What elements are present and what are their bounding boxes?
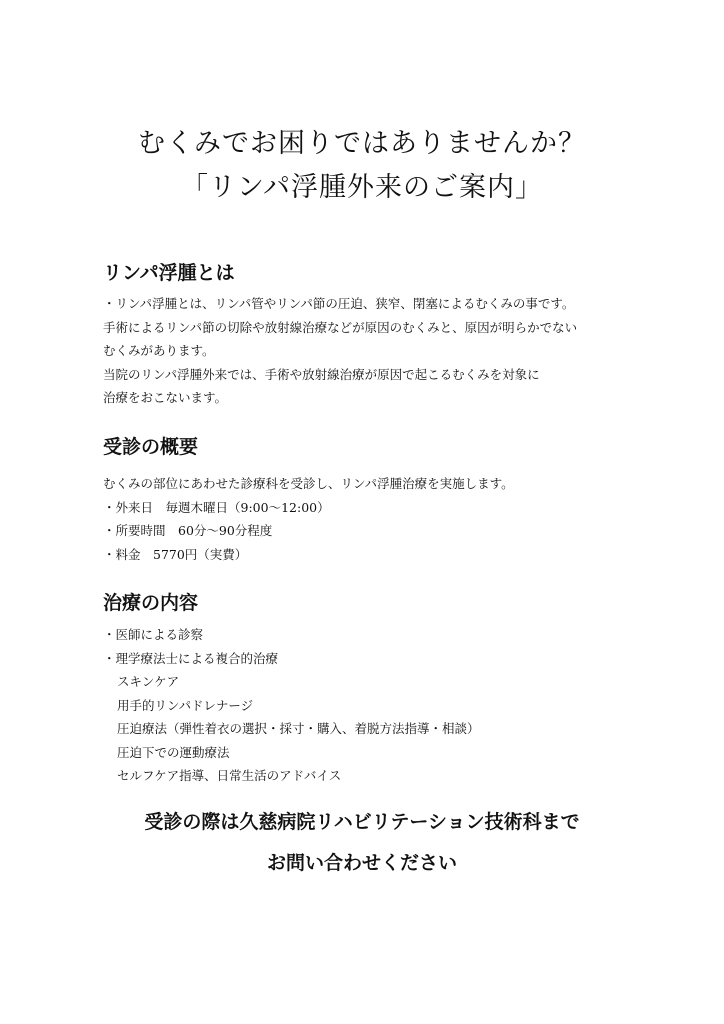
body-line: 当院のリンパ浮腫外来では、手術や放射線治療が原因で起こるむくみを対象に bbox=[103, 366, 540, 382]
page-subtitle: 「リンパ浮腫外来のご案内」 bbox=[180, 172, 544, 203]
closing-contact: お問い合わせください bbox=[266, 852, 457, 874]
body-line: 治療をおこないます。 bbox=[103, 390, 228, 405]
closing-message: 受診の際は久慈病院リハビリテーション技術科まで bbox=[144, 811, 580, 833]
page-title: むくみでお困りではありませんか？ bbox=[138, 128, 586, 159]
section-heading-lymphedema: リンパ浮腫とは bbox=[103, 262, 235, 284]
fee: ・料金 5770円（実費） bbox=[103, 546, 248, 562]
body-line: むくみがあります。 bbox=[103, 343, 215, 358]
list-subitem: 圧迫療法（弾性着衣の選択・採寸・購入、着脱方法指導・相談） bbox=[117, 721, 480, 736]
list-subitem: スキンケア bbox=[117, 674, 180, 689]
section-body-overview bbox=[103, 472, 643, 566]
body-line: ・リンパ浮腫とは、リンパ管やリンパ節の圧迫、狭窄、閉塞によるむくみの事です。 bbox=[103, 296, 575, 311]
body-line: むくみの部位にあわせた診療科を受診し、リンパ浮腫治療を実施します。 bbox=[103, 476, 514, 491]
section-heading-treatment: 治療の内容 bbox=[103, 592, 199, 614]
section-body-lymphedema bbox=[103, 292, 643, 410]
treatment-list bbox=[103, 623, 643, 788]
list-subitem: 用手的リンパドレナージ bbox=[117, 697, 254, 713]
duration: ・所要時間 60分～90分程度 bbox=[103, 523, 273, 538]
list-item: ・医師による診察 bbox=[103, 627, 204, 642]
list-item: ・理学療法士による複合的治療 bbox=[103, 650, 279, 666]
body-line: 手術によるリンパ節の切除や放射線治療などが原因のむくみと、原因が明らかでない bbox=[103, 319, 578, 335]
list-subitem: セルフケア指導、日常生活のアドバイス bbox=[117, 768, 342, 783]
section-heading-overview: 受診の概要 bbox=[103, 436, 199, 458]
list-subitem: 圧迫下での運動療法 bbox=[117, 744, 230, 760]
clinic-day: ・外来日 毎週木曜日（9:00～12:00） bbox=[103, 499, 330, 515]
